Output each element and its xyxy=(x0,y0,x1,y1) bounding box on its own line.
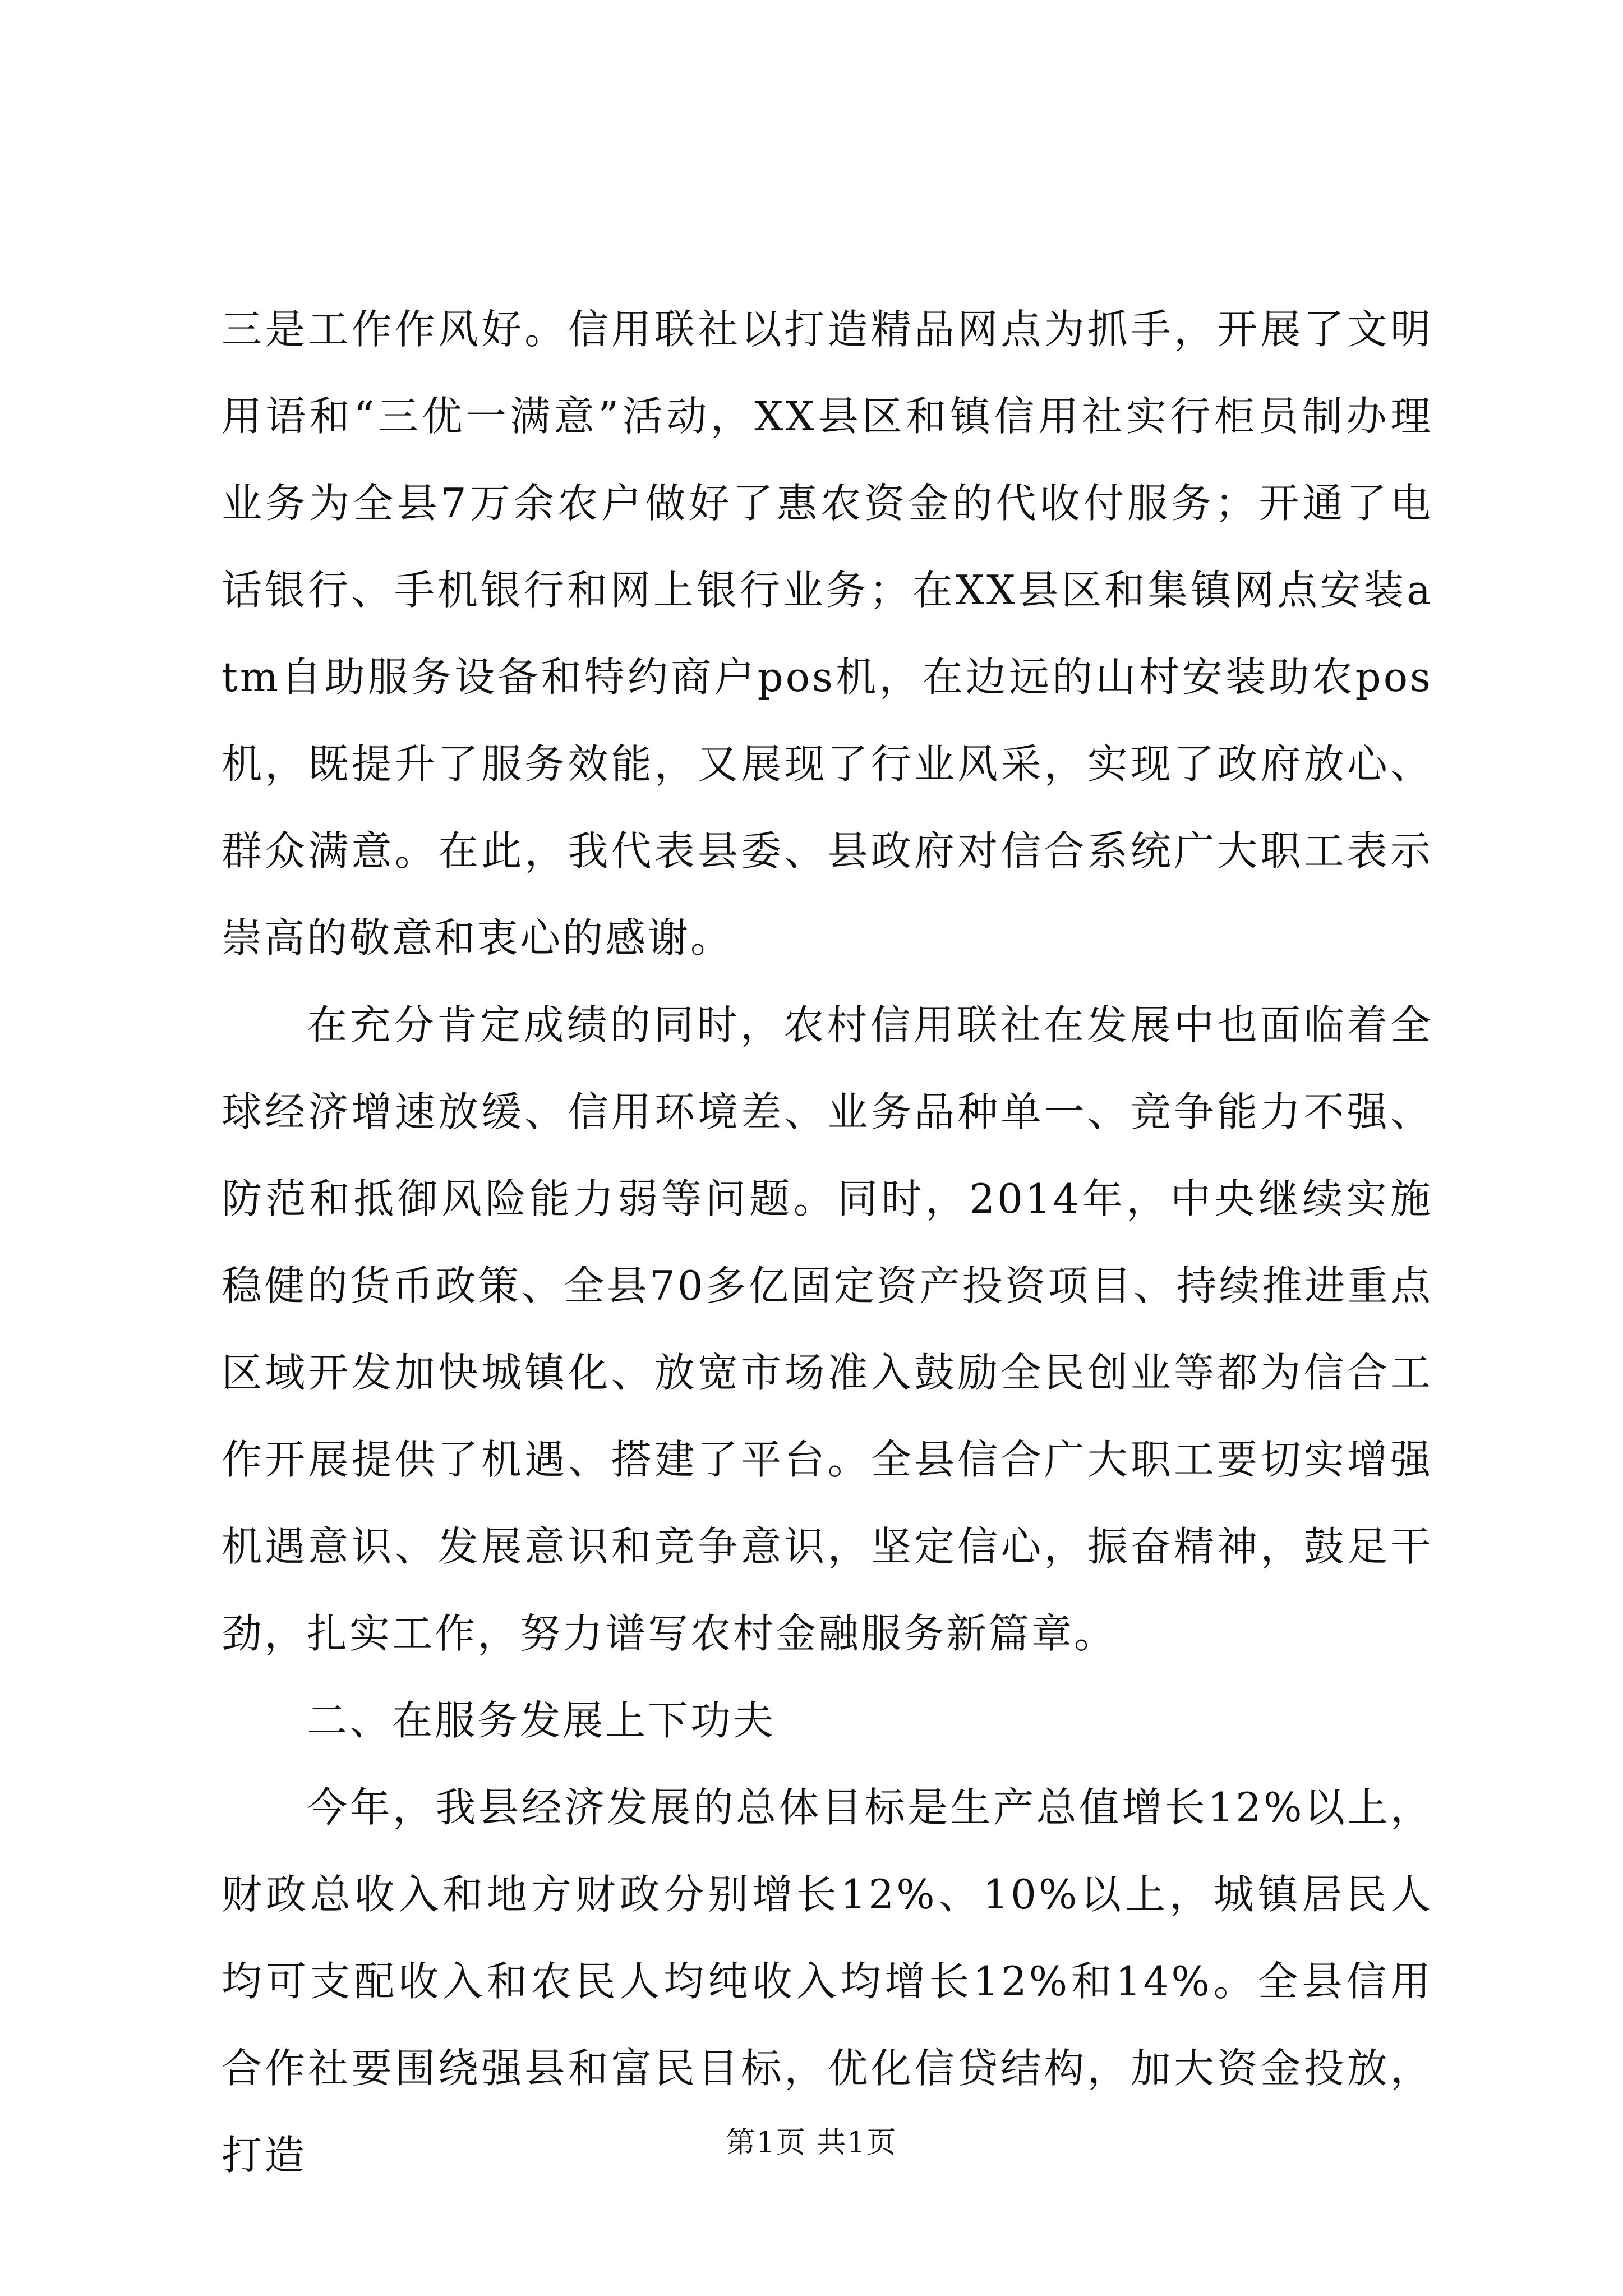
body-text xyxy=(222,286,1433,2199)
section-heading: 二、在服务发展上下功夫 xyxy=(307,1697,776,1744)
paragraph-challenges: 在充分肯定成绩的同时，农村信用联社在发展中也面临着全球经济增速放缓、信用环境差、业务品种单一、竞争能力不强、防范和抵御风险能力弱等问题。同时，2014年，中央继续实施稳健的货币政策、全县70多亿固定资产投资项目、持续推进重点区域开发加快城镇化、放宽市场准入鼓励全民创业等都为信合工作开展提供了机遇、搭建了平台。全县信合广大职工要切实增强机遇意识、发展意识和竞争意识，坚定信心，振奋精神，鼓足干劲，扎实工作，努力谱写农村金融服务新篇章。 xyxy=(222,1001,1433,1657)
page-footer: 第1页 共1页 xyxy=(726,2126,897,2160)
paragraph-goals: 今年，我县经济发展的总体目标是生产总值增长12%以上，财政总收入和地方财政分别增长12%、10%以上，城镇居民人均可支配收入和农民人均纯收入均增长12%和14%。全县信用合作社要围绕强县和富民目标，优化信贷结构，加大资金投放，打造 xyxy=(222,1784,1433,2179)
paragraph-work-style: 三是工作作风好。信用联社以打造精品网点为抓手，开展了文明用语和“三优一满意”活动，XX县区和镇信用社实行柜员制办理业务为全县7万余农户做好了惠农资金的代收付服务；开通了电话银行、手机银行和网上银行业务；在XX县区和集镇网点安装atm自助服务设备和特约商户pos机，在边远的山村安装助农pos机，既提升了服务效能，又展现了行业风采，实现了政府放心、群众满意。在此，我代表县委、县政府对信合系统广大职工表示崇高的敬意和衷心的感谢。 xyxy=(222,306,1433,961)
